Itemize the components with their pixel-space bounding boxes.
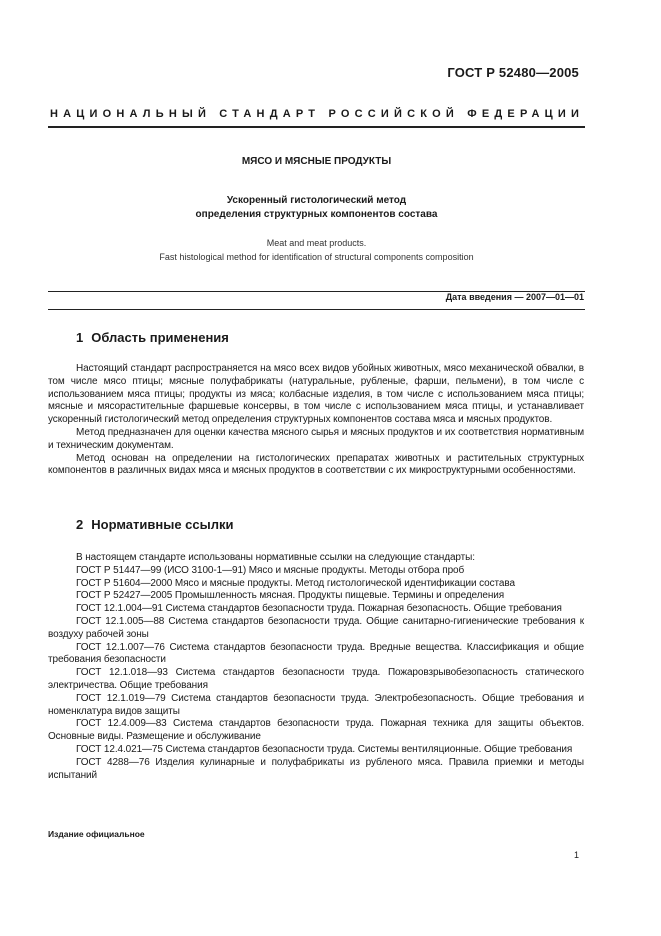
standard-code: ГОСТ Р 52480—2005 <box>447 65 579 80</box>
reference-item: ГОСТ 12.4.009—83 Система стандартов безопасности труда. Пожарная техника для защиты объектов. Основные виды. Размещение и обслуживание <box>48 718 584 743</box>
section-2-number: 2 <box>76 517 84 532</box>
document-subtitle <box>48 194 585 222</box>
official-edition-note: Издание официальное <box>48 829 145 839</box>
header-rule <box>48 126 585 128</box>
date-rule-bottom <box>48 309 585 310</box>
section-1-paragraph: Метод предназначен для оценки качества мясного сырья и мясных продуктов и их соответствия нормативным и техническим документам. <box>48 426 584 451</box>
reference-item: ГОСТ 12.4.021—75 Система стандартов безопасности труда. Системы вентиляционные. Общие требования <box>76 743 573 755</box>
reference-item: ГОСТ Р 52427—2005 Промышленность мясная. Продукты пищевые. Термины и определения <box>76 590 505 602</box>
reference-item: ГОСТ 4288—76 Изделия кулинарные и полуфабрикаты из рубленого мяса. Правила приемки и методы испытаний <box>48 756 584 781</box>
section-2-heading <box>76 517 233 532</box>
reference-item: ГОСТ 12.1.019—79 Система стандартов безопасности труда. Электробезопасность. Общие требования и номенклатура видов защиты <box>48 692 584 717</box>
english-title-line-2: Fast histological method for identification of structural components composition <box>159 252 474 262</box>
section-1-paragraph: Метод основан на определении на гистологических препаратах животных и растительных структурных компонентов в различных видах мяса и мясных продуктов в соответствии с их микроструктурными особенностями. <box>48 452 584 477</box>
subtitle-line-2: определения структурных компонентов состава <box>195 209 438 220</box>
reference-item: ГОСТ 12.1.004—91 Система стандартов безопасности труда. Пожарная безопасность. Общие требования <box>76 603 562 615</box>
section-1-number: 1 <box>76 330 84 345</box>
subtitle-line-1: Ускоренный гистологический метод <box>226 195 407 206</box>
document-title: МЯСО И МЯСНЫЕ ПРОДУКТЫ <box>241 156 392 167</box>
reference-item: ГОСТ 12.1.018—93 Система стандартов безопасности труда. Пожаровзрывобезопасность статического электричества. Общие требования <box>48 667 584 691</box>
section-1-heading <box>76 330 229 345</box>
page-number: 1 <box>573 850 579 860</box>
section-1-body <box>48 363 584 478</box>
english-title-line-1: Meat and meat products. <box>266 238 367 248</box>
section-1-title: Область применения <box>91 330 229 345</box>
section-2-title: Нормативные ссылки <box>91 517 234 532</box>
section-1-paragraph: Настоящий стандарт распространяется на мясо всех видов убойных животных, мясо механической обвалки, в том числе мясо птицы; мясные полуфабрикаты (натуральные, рубленые, фарши, пельмени), в том числе с использованием мяса птицы; продукты из мяса; колбасные изделия, в том числе с использованием мяса птицы; мясные и мясорастительные фаршевые консервы, в том числе с использованием мяса птицы, и устанавливает ускоренный гистологический метод определения структурных компонентов состава мяса и мясных продуктов. <box>48 363 584 426</box>
national-standard-banner: НАЦИОНАЛЬНЫЙ СТАНДАРТ РОССИЙСКОЙ ФЕДЕРАЦИИ <box>50 108 585 120</box>
references-intro: В настоящем стандарте использованы нормативные ссылки на следующие стандарты: <box>76 552 475 563</box>
reference-item: ГОСТ 12.1.007—76 Система стандартов безопасности труда. Вредные вещества. Классификация и общие требования безопасности <box>48 641 584 666</box>
section-2-body <box>48 552 584 782</box>
reference-item: ГОСТ Р 51447—99 (ИСО 3100-1—91) Мясо и мясные продукты. Методы отбора проб <box>76 564 465 576</box>
english-title <box>48 236 585 264</box>
reference-item: ГОСТ Р 51604—2000 Мясо и мясные продукты. Метод гистологической идентификации состава <box>76 577 515 589</box>
reference-item: ГОСТ 12.1.005—88 Система стандартов безопасности труда. Общие санитарно-гигиенические требования к воздуху рабочей зоны <box>48 615 584 640</box>
introduction-date: Дата введения — 2007—01—01 <box>445 292 584 302</box>
